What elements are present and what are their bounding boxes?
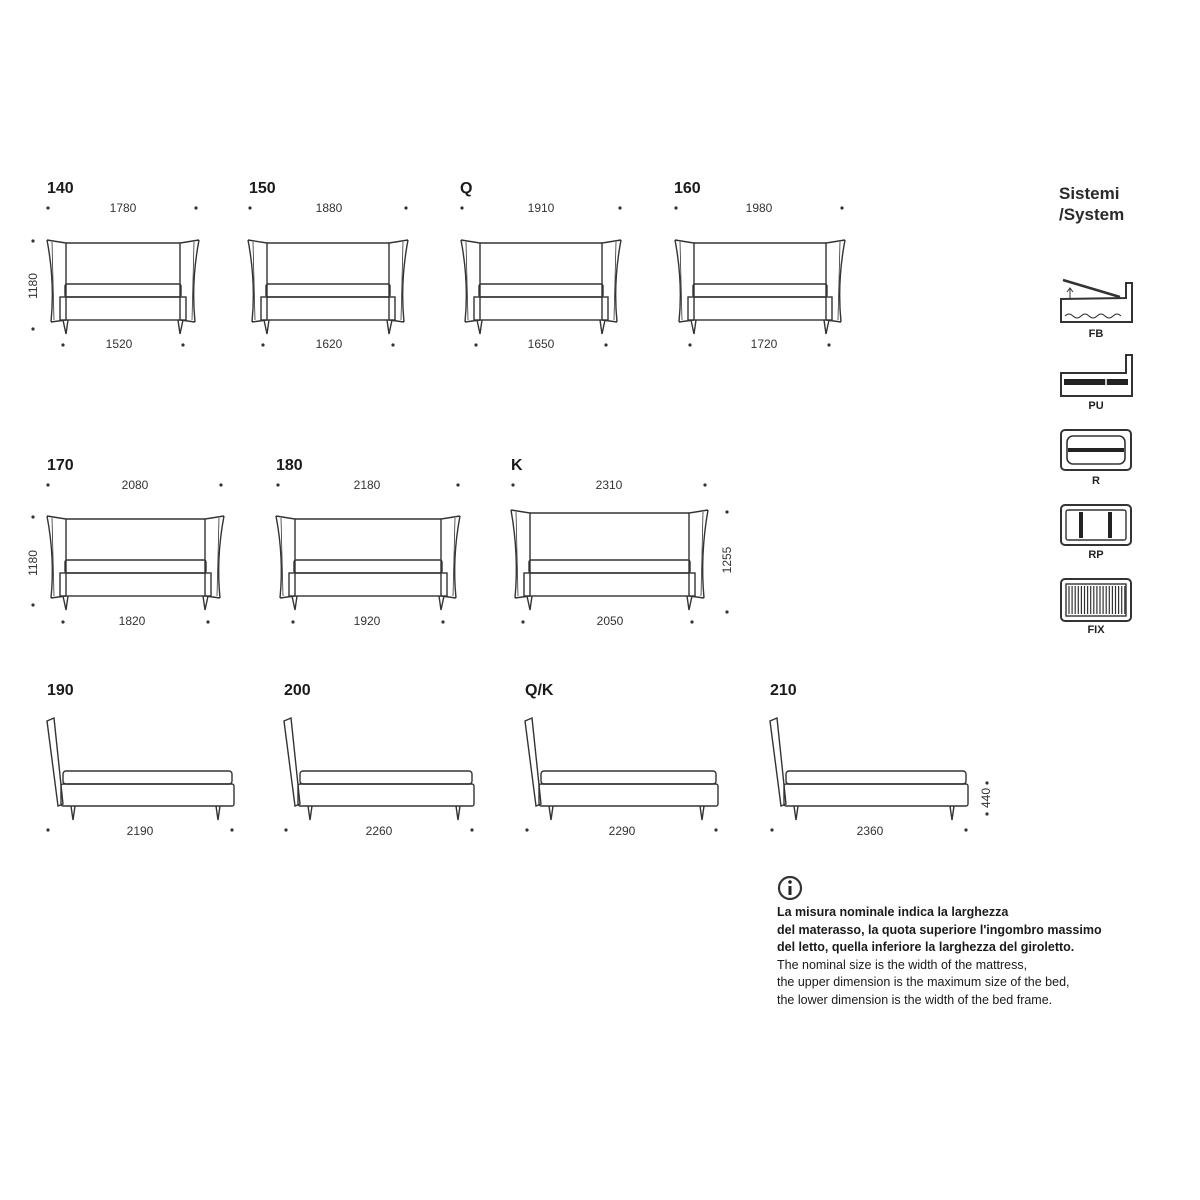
bed-side-190 [47,718,234,820]
size-label-200: 200 [284,682,311,699]
adjustable-base-bar-right [1108,512,1112,538]
systems-title-it: Sistemi [1059,184,1120,203]
height-dimension-k: 1255 [720,546,734,574]
upper-dimension-tick [248,206,251,209]
length-dimension-tick [714,828,717,831]
bed-base [524,573,695,596]
note-en-line-1: The nominal size is the width of the mattress, [777,957,1028,972]
size-label-210: 210 [770,682,797,699]
mattress [693,284,827,297]
upper-dimension-tick [276,483,279,486]
upper-dimension-tick [46,483,49,486]
system-label-fix: FIX [1087,624,1105,636]
upper-dimension-tick [511,483,514,486]
right-leg [387,320,392,334]
lower-dimension-tick [261,343,264,346]
mattress [266,284,390,297]
right-wing [826,240,845,322]
left-leg [691,320,696,334]
lower-dimension-tick [181,343,184,346]
size-label-170: 170 [47,457,74,474]
mattress-side [63,771,232,784]
adjustable-base-bar-left [1079,512,1083,538]
length-dimension-tick [770,828,773,831]
mattress [479,284,603,297]
leg-side-back [950,806,954,820]
upper-dimension-tick [460,206,463,209]
right-wing [441,516,460,598]
mattress-side [300,771,472,784]
system-label-pu: PU [1088,400,1104,412]
left-leg [477,320,482,334]
leg-side-front [549,806,553,820]
leg-side-back [216,806,220,820]
bed-front-180 [276,516,460,610]
base-side [61,784,234,806]
system-label-fb: FB [1088,328,1104,340]
length-dimension-tick [284,828,287,831]
mattress [294,560,442,573]
upper-dimension-tick [840,206,843,209]
upper-dimension-tick [194,206,197,209]
size-label-qk: Q/K [525,682,554,699]
height-dimension-tick [31,515,34,518]
lower-dimension-tick [521,620,524,623]
upper-dimension-tick [404,206,407,209]
bed-base [474,297,608,320]
left-leg [63,596,68,610]
bed-front-140 [47,240,199,334]
left-leg [527,596,532,610]
left-wing [276,516,295,598]
lower-dimension-q: 1650 [527,337,555,351]
lower-dimension-160: 1720 [750,337,778,351]
upper-dimension-tick [674,206,677,209]
length-dimension-qk: 2290 [608,824,636,838]
lower-dimension-tick [61,343,64,346]
upper-dimension-tick [46,206,49,209]
upper-dimension-140: 1780 [109,201,137,215]
right-leg [687,596,692,610]
storage-lift-lid [1063,280,1120,297]
leg-side-front [308,806,312,820]
note-it-line-3: del letto, quella inferiore la larghezza del giroletto. [777,940,1075,954]
upper-dimension-170: 2080 [121,478,149,492]
system-label-rp: RP [1088,549,1104,561]
left-wing [461,240,480,322]
bed-side-210 [770,718,968,820]
height-dimension-tick [725,610,728,613]
upper-dimension-160: 1980 [745,201,773,215]
length-dimension-tick [470,828,473,831]
bed-front-k [511,510,708,610]
info-icon-dot [788,880,792,884]
size-label-k: K [511,457,523,474]
upper-dimension-tick [219,483,222,486]
leg-side-back [700,806,704,820]
height-dimension-row1: 1180 [26,273,40,299]
leg-side-back [456,806,460,820]
spring-base-bar [1068,448,1124,452]
lower-dimension-k: 2050 [596,614,624,628]
leg-side-front [794,806,798,820]
note-en-line-3: the lower dimension is the width of the bed frame. [777,992,1053,1007]
base-side [784,784,968,806]
bed-side-qk [525,718,718,820]
size-label-150: 150 [249,180,276,197]
length-dimension-190: 2190 [126,824,154,838]
lower-dimension-140: 1520 [105,337,133,351]
length-dimension-210: 2360 [856,824,884,838]
height-dimension-side: 440 [979,787,993,809]
height-dimension-row2: 1180 [26,550,40,576]
upper-dimension-150: 1880 [315,201,343,215]
height-dimension-tick [725,510,728,513]
bed-base [60,297,186,320]
lower-dimension-tick [206,620,209,623]
systems-title-en: /System [1059,205,1125,224]
note-it-line-2: del materasso, la quota superiore l'ingombro massimo [777,922,1102,937]
lower-dimension-180: 1920 [353,614,381,628]
system-label-r: R [1092,475,1100,487]
left-wing [47,516,66,598]
storage-lift-wave [1065,314,1121,318]
right-leg [439,596,444,610]
arrow-up-icon [1067,288,1073,298]
bed-base [261,297,395,320]
bed-base [688,297,832,320]
left-leg [292,596,297,610]
size-label-160: 160 [674,180,701,197]
left-leg [264,320,269,334]
bed-front-160 [675,240,845,334]
note-it-line-1: La misura nominale indica la larghezza [777,905,1009,919]
left-wing [47,240,66,322]
lower-dimension-tick [291,620,294,623]
mattress [65,284,181,297]
height-dimension-tick [31,239,34,242]
right-wing [602,240,621,322]
lower-dimension-tick [827,343,830,346]
base-side [539,784,718,806]
base-side [298,784,474,806]
lower-dimension-tick [474,343,477,346]
lower-dimension-tick [604,343,607,346]
bed-base [289,573,447,596]
note-en-line-2: the upper dimension is the maximum size of the bed, [777,975,1070,989]
upper-dimension-tick [618,206,621,209]
slatted-base-bar [1064,379,1128,385]
upper-dimension-q: 1910 [527,201,555,215]
right-leg [178,320,183,334]
mattress-side [786,771,966,784]
bed-side-200 [284,718,474,820]
right-wing [389,240,408,322]
right-leg [203,596,208,610]
lower-dimension-tick [441,620,444,623]
height-dimension-tick [31,603,34,606]
size-label-140: 140 [47,180,74,197]
right-wing [205,516,224,598]
upper-dimension-180: 2180 [353,478,381,492]
height-dimension-tick [31,327,34,330]
right-leg [600,320,605,334]
left-leg [63,320,68,334]
length-dimension-tick [46,828,49,831]
left-wing [675,240,694,322]
lower-dimension-170: 1820 [118,614,146,628]
bed-base [60,573,211,596]
bed-front-q [461,240,621,334]
right-wing [689,510,708,598]
right-wing [180,240,199,322]
left-wing [511,510,530,598]
length-dimension-tick [964,828,967,831]
length-dimension-tick [525,828,528,831]
left-wing [248,240,267,322]
mattress [65,560,206,573]
lower-dimension-tick [688,343,691,346]
lower-dimension-tick [690,620,693,623]
size-label-190: 190 [47,682,74,699]
lower-dimension-tick [391,343,394,346]
upper-dimension-tick [456,483,459,486]
leg-side-front [71,806,75,820]
lower-dimension-150: 1620 [315,337,343,351]
length-dimension-200: 2260 [365,824,393,838]
bed-front-170 [47,516,224,610]
adjustable-base-inner [1066,510,1126,540]
dimension-note [777,904,1157,1009]
mattress [529,560,690,573]
right-leg [824,320,829,334]
size-label-q: Q [460,180,473,197]
adjustable-base-icon [1061,505,1131,545]
lower-dimension-tick [61,620,64,623]
mattress-side [541,771,716,784]
upper-dimension-k: 2310 [595,478,623,492]
upper-dimension-tick [703,483,706,486]
systems-title [1059,183,1124,225]
length-dimension-tick [230,828,233,831]
slatted-base-icon [1061,355,1132,396]
size-label-180: 180 [276,457,303,474]
bed-front-150 [248,240,408,334]
